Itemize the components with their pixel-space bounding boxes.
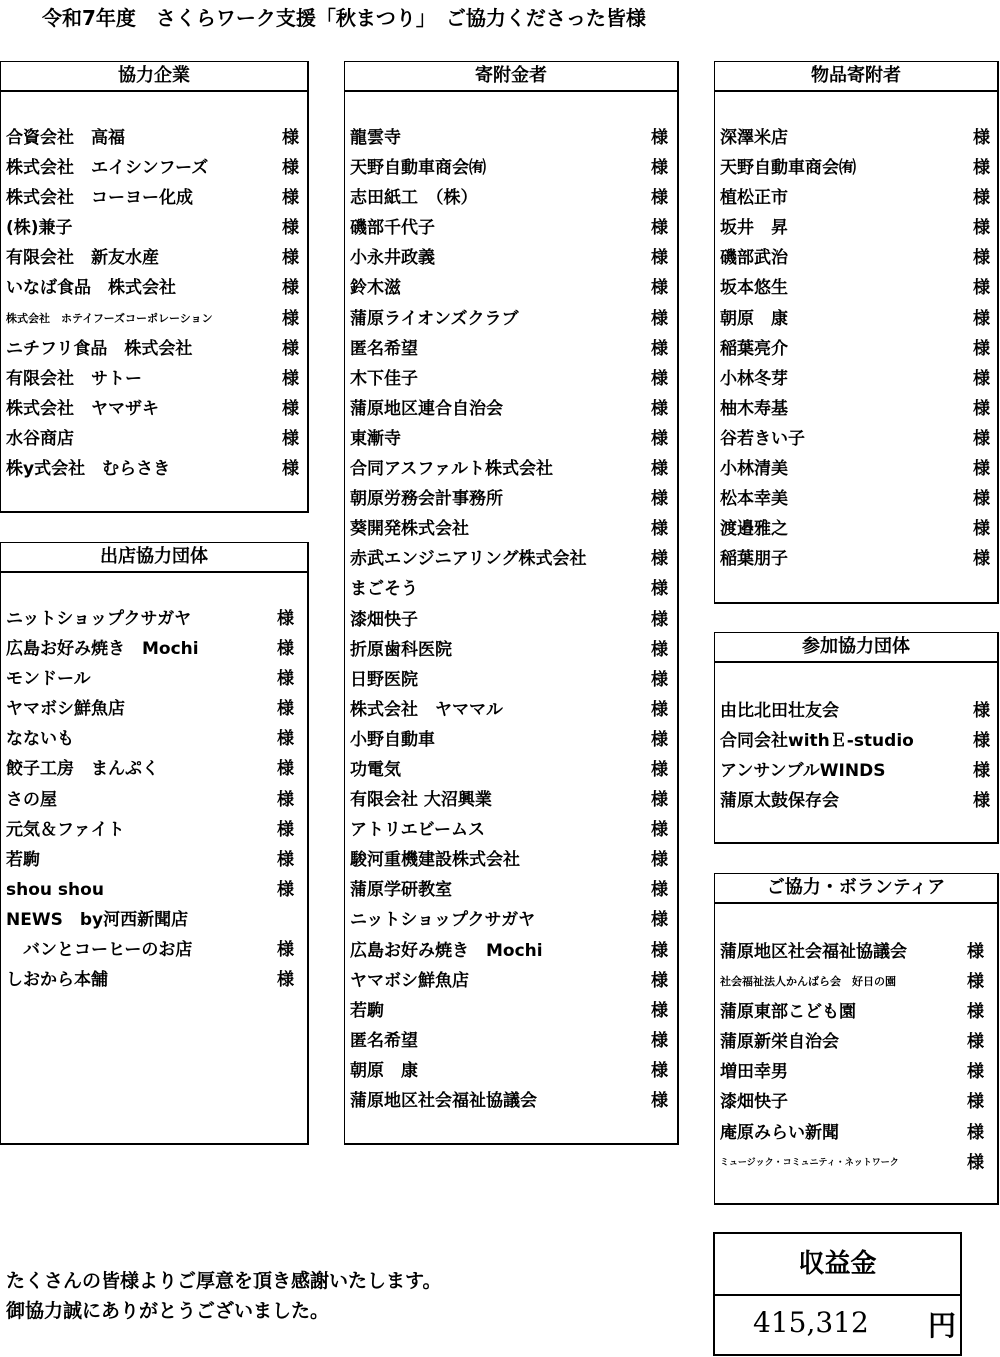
list-item-name: 合資会社 高福 — [6, 128, 125, 148]
list-item-name: 匿名希望 — [350, 1030, 418, 1051]
honorific-label: 様 — [973, 701, 990, 721]
list-item-name: 植松正市 — [720, 188, 788, 209]
honorific-label: 様 — [277, 879, 294, 900]
honorific-label: 様 — [973, 218, 990, 239]
list-item — [715, 1148, 997, 1178]
list-item-name: 蒲原太鼓保存会 — [720, 791, 839, 812]
list-item — [715, 937, 997, 967]
list-item — [345, 966, 677, 996]
list-item-name: shou shou — [6, 879, 104, 900]
honorific-label: 様 — [651, 820, 668, 841]
list-item — [1, 334, 307, 364]
honorific-label: 様 — [277, 639, 294, 660]
honorific-label: 様 — [651, 1060, 668, 1081]
list-item — [345, 484, 677, 514]
kyoryoku-kigyo-panel — [0, 61, 309, 513]
list-item — [1, 304, 307, 334]
list-item-name: ミュージック・コミュニティ・ネットワーク — [720, 1157, 899, 1168]
honorific-label: 様 — [651, 308, 668, 329]
list-item-name: 小林冬芽 — [720, 368, 788, 389]
list-item — [715, 967, 997, 997]
list-item-name: 稲葉朋子 — [720, 549, 788, 570]
list-item — [345, 695, 677, 725]
list-item — [715, 364, 997, 394]
list-item-name: 蒲原学研教室 — [350, 880, 452, 901]
honorific-label: 様 — [277, 699, 294, 720]
list-item-name: 有限会社 新友水産 — [6, 248, 159, 269]
honorific-label: 様 — [651, 970, 668, 991]
honorific-label: 様 — [967, 1092, 984, 1113]
volunteer-panel — [714, 873, 999, 1205]
honorific-label: 様 — [967, 972, 984, 993]
honorific-label: 様 — [967, 1122, 984, 1143]
list-item — [1, 153, 307, 183]
list-item — [715, 334, 997, 364]
list-item-name: 有限会社 サトー — [6, 368, 142, 389]
list-item-name: 稲葉亮介 — [720, 338, 788, 359]
honorific-label: 様 — [651, 759, 668, 780]
honorific-label: 様 — [277, 940, 294, 961]
list-item-name: 庵原みらい新聞 — [720, 1122, 839, 1143]
list-item — [1, 905, 307, 935]
list-item-name: 株式会社 ホテイフーズコーポレーション — [6, 311, 213, 325]
list-item — [1, 965, 307, 995]
list-item-name: ヤマボシ鮮魚店 — [350, 970, 469, 991]
list-item-name: ニットショップクサガヤ — [6, 609, 192, 629]
list-item — [715, 454, 997, 484]
honorific-label: 様 — [651, 278, 668, 299]
list-item — [345, 454, 677, 484]
honorific-label: 様 — [651, 188, 668, 209]
honorific-label: 様 — [651, 940, 668, 961]
list-item — [715, 394, 997, 424]
honorific-label: 様 — [282, 308, 299, 329]
list-item — [345, 1086, 677, 1116]
honorific-label: 様 — [973, 549, 990, 570]
list-item-name: 増田幸男 — [720, 1062, 788, 1083]
list-item-name: 鈴木滋 — [350, 278, 401, 299]
list-item-name: 朝原労務会計事務所 — [350, 489, 503, 510]
list-item — [345, 243, 677, 273]
thanks-line-1: たくさんの皆様よりご厚意を頂き感謝いたします。 — [6, 1270, 442, 1292]
kifu-heading: 寄附金者 — [345, 62, 677, 92]
honorific-label: 様 — [282, 248, 299, 269]
list-item-name: 水谷商店 — [6, 428, 74, 449]
honorific-label: 様 — [282, 398, 299, 419]
honorific-label: 様 — [651, 639, 668, 660]
list-item — [715, 153, 997, 183]
honorific-label: 様 — [277, 819, 294, 840]
list-item — [715, 544, 997, 574]
list-item — [1, 845, 307, 875]
list-item-name: 合同会社withＥ-studio — [720, 731, 914, 752]
list-item — [1, 935, 307, 965]
list-item-name: 有限会社 大沼興業 — [350, 790, 492, 811]
list-item-name: 東漸寺 — [350, 428, 401, 449]
list-item — [1, 724, 307, 754]
list-item — [715, 997, 997, 1027]
list-item — [345, 815, 677, 845]
list-item-name: 若駒 — [6, 849, 40, 870]
list-item-name: 駿河重機建設株式会社 — [350, 850, 520, 871]
honorific-label: 様 — [967, 1152, 984, 1173]
list-item-name: 深澤米店 — [720, 128, 788, 148]
honorific-label: 様 — [651, 850, 668, 871]
list-item — [1, 183, 307, 213]
honorific-label: 様 — [973, 428, 990, 449]
list-item — [345, 605, 677, 635]
shutten-panel — [0, 542, 309, 1145]
list-item — [1, 664, 307, 694]
list-item — [1, 785, 307, 815]
list-item-name: 蒲原ライオンズクラブ — [350, 308, 519, 329]
honorific-label: 様 — [973, 761, 990, 782]
revenue-unit: 円 — [927, 1309, 956, 1342]
list-item — [345, 153, 677, 183]
list-item-name: モンドール — [6, 669, 91, 690]
list-item — [715, 304, 997, 334]
list-item — [345, 544, 677, 574]
list-item-name: 朝原 康 — [350, 1060, 418, 1081]
honorific-label: 様 — [973, 188, 990, 209]
list-item — [715, 1057, 997, 1087]
list-item-name: 餃子工房 まんぷく — [6, 759, 159, 780]
page-title: 令和7年度 さくらワーク支援「秋まつり」 ご協力くださった皆様 — [42, 6, 646, 30]
revenue-box — [713, 1232, 962, 1356]
honorific-label: 様 — [282, 459, 299, 480]
list-item-name: 由比北田壮友会 — [720, 701, 839, 721]
list-item-name: 元気＆ファイト — [6, 819, 125, 840]
honorific-label: 様 — [282, 188, 299, 209]
honorific-label: 様 — [973, 248, 990, 269]
list-item — [1, 815, 307, 845]
list-item-name: 赤武エンジニアリング株式会社 — [350, 549, 587, 570]
list-item-name: 蒲原地区社会福祉協議会 — [350, 1091, 537, 1111]
honorific-label: 様 — [277, 970, 294, 991]
honorific-label: 様 — [973, 459, 990, 480]
list-item-name: 小永井政義 — [350, 248, 435, 269]
list-item-name: バンとコーヒーのお店 — [6, 940, 193, 961]
honorific-label: 様 — [277, 789, 294, 810]
honorific-label: 様 — [651, 158, 668, 179]
honorific-label: 様 — [967, 1002, 984, 1023]
honorific-label: 様 — [282, 428, 299, 449]
list-item — [1, 754, 307, 784]
honorific-label: 様 — [973, 398, 990, 419]
list-item — [1, 364, 307, 394]
list-item — [1, 634, 307, 664]
list-item — [345, 424, 677, 454]
list-item — [715, 1027, 997, 1057]
list-item-name: 天野自動車商会㈲ — [720, 158, 856, 179]
list-item — [715, 696, 997, 726]
list-item — [345, 1056, 677, 1086]
honorific-label: 様 — [973, 731, 990, 752]
list-item — [715, 484, 997, 514]
honorific-label: 様 — [651, 729, 668, 750]
list-item-name: 株式会社 ヤママル — [350, 699, 503, 720]
thanks-line-2: 御協力誠にありがとうございました。 — [6, 1300, 330, 1322]
list-item — [715, 424, 997, 454]
list-item-name: アトリエビームス — [350, 820, 485, 841]
honorific-label: 様 — [651, 579, 668, 600]
list-item-name: 株式会社 コーヨー化成 — [6, 188, 193, 209]
honorific-label: 様 — [282, 128, 299, 148]
buppin-heading: 物品寄附者 — [715, 62, 997, 92]
list-item-name: 渡邉雅之 — [720, 519, 788, 540]
list-item-name: 社会福祉法人かんばら会 好日の園 — [720, 975, 896, 989]
list-item-name: 広島お好み焼き Mochi — [6, 639, 199, 660]
honorific-label: 様 — [277, 759, 294, 780]
honorific-label: 様 — [973, 791, 990, 812]
list-item — [345, 304, 677, 334]
honorific-label: 様 — [651, 428, 668, 449]
list-item-name: 若駒 — [350, 1000, 384, 1021]
honorific-label: 様 — [973, 368, 990, 389]
list-item-name: 木下佳子 — [350, 368, 418, 389]
honorific-label: 様 — [973, 338, 990, 359]
thanks-message — [6, 1266, 441, 1326]
list-item — [1, 273, 307, 303]
honorific-label: 様 — [651, 1091, 668, 1111]
list-item — [345, 273, 677, 303]
list-item-name: ニチフリ食品 株式会社 — [6, 338, 193, 359]
buppin-panel — [714, 61, 999, 604]
list-item — [715, 1087, 997, 1117]
list-item-name: しおから本舗 — [6, 970, 108, 991]
shutten-list — [1, 604, 307, 995]
list-item-name: 小林清美 — [720, 459, 788, 480]
honorific-label: 様 — [651, 1030, 668, 1051]
list-item-name: まごそう — [350, 579, 418, 600]
list-item-name: 磯部武治 — [720, 248, 788, 269]
honorific-label: 様 — [651, 549, 668, 570]
list-item-name: 龍雲寺 — [350, 128, 401, 148]
kifu-list — [345, 123, 677, 1116]
list-item-name: 坂井 昇 — [720, 218, 788, 239]
honorific-label: 様 — [282, 278, 299, 299]
list-item — [345, 574, 677, 604]
list-item-name: 志田紙工 （株） — [350, 188, 478, 209]
list-item-name: 株式会社 ヤマザキ — [6, 398, 159, 419]
list-item — [345, 785, 677, 815]
list-item-name: 蒲原地区社会福祉協議会 — [720, 942, 907, 962]
honorific-label: 様 — [651, 669, 668, 690]
list-item-name: 蒲原新栄自治会 — [720, 1032, 839, 1053]
list-item-name: いなば食品 株式会社 — [6, 278, 176, 299]
list-item — [345, 665, 677, 695]
list-item — [1, 123, 307, 153]
kyoryoku-kigyo-heading: 協力企業 — [1, 62, 307, 92]
honorific-label: 様 — [651, 519, 668, 540]
kyoryoku-kigyo-list — [1, 123, 307, 484]
list-item — [715, 243, 997, 273]
honorific-label: 様 — [651, 128, 668, 148]
list-item-name: 小野自動車 — [350, 729, 435, 750]
list-item-name: なないも — [6, 729, 74, 750]
honorific-label: 様 — [651, 368, 668, 389]
honorific-label: 様 — [973, 158, 990, 179]
revenue-amount: 415,312 — [753, 1306, 869, 1339]
honorific-label: 様 — [651, 1000, 668, 1021]
list-item — [345, 635, 677, 665]
list-item — [715, 786, 997, 816]
honorific-label: 様 — [651, 880, 668, 901]
honorific-label: 様 — [973, 489, 990, 510]
volunteer-heading: ご協力・ボランティア — [715, 874, 997, 904]
list-item-name: 漆畑快子 — [350, 609, 418, 630]
volunteer-list — [715, 937, 997, 1178]
list-item — [345, 996, 677, 1026]
list-item — [345, 755, 677, 785]
list-item-name: さの屋 — [6, 789, 57, 810]
list-item — [345, 936, 677, 966]
list-item — [345, 364, 677, 394]
list-item-name: (株)兼子 — [6, 218, 73, 239]
list-item — [345, 514, 677, 544]
list-item-name: アンサンブルWINDS — [720, 761, 886, 782]
list-item — [1, 213, 307, 243]
honorific-label: 様 — [651, 338, 668, 359]
honorific-label: 様 — [973, 128, 990, 148]
list-item — [345, 875, 677, 905]
revenue-label: 収益金 — [715, 1234, 960, 1296]
list-item — [715, 1118, 997, 1148]
list-item-name: 坂本悠生 — [720, 278, 788, 299]
honorific-label: 様 — [651, 699, 668, 720]
sanka-heading: 参加協力団体 — [715, 633, 997, 663]
sanka-panel — [714, 632, 999, 844]
honorific-label: 様 — [282, 218, 299, 239]
list-item-name: 功電気 — [350, 759, 401, 780]
honorific-label: 様 — [651, 218, 668, 239]
list-item-name: ヤマボシ鮮魚店 — [6, 699, 125, 720]
list-item — [1, 394, 307, 424]
list-item — [1, 454, 307, 484]
list-item — [345, 213, 677, 243]
list-item-name: 葵開発株式会社 — [350, 519, 469, 540]
honorific-label: 様 — [282, 158, 299, 179]
list-item-name: 株式会社 エイシンフーズ — [6, 158, 209, 179]
list-item — [1, 424, 307, 454]
honorific-label: 様 — [277, 609, 294, 629]
list-item — [715, 183, 997, 213]
list-item — [345, 123, 677, 153]
sanka-list — [715, 696, 997, 816]
honorific-label: 様 — [651, 609, 668, 630]
kifu-panel — [344, 61, 679, 1145]
list-item-name: 折原歯科医院 — [350, 639, 452, 660]
list-item — [345, 725, 677, 755]
list-item — [345, 905, 677, 935]
honorific-label: 様 — [651, 910, 668, 931]
list-item — [345, 183, 677, 213]
list-item — [1, 875, 307, 905]
list-item-name: 広島お好み焼き Mochi — [350, 940, 543, 961]
list-item — [715, 213, 997, 243]
list-item — [715, 726, 997, 756]
honorific-label: 様 — [967, 1062, 984, 1083]
honorific-label: 様 — [651, 248, 668, 269]
list-item-name: 天野自動車商会㈲ — [350, 158, 486, 179]
honorific-label: 様 — [277, 729, 294, 750]
list-item — [715, 514, 997, 544]
list-item — [1, 243, 307, 273]
honorific-label: 様 — [967, 1032, 984, 1053]
honorific-label: 様 — [277, 669, 294, 690]
list-item-name: 谷若きい子 — [720, 428, 805, 449]
list-item — [715, 273, 997, 303]
list-item-name: 磯部千代子 — [350, 218, 435, 239]
honorific-label: 様 — [967, 942, 984, 962]
list-item — [345, 845, 677, 875]
list-item — [715, 756, 997, 786]
honorific-label: 様 — [651, 790, 668, 811]
list-item-name: 蒲原東部こども園 — [720, 1002, 856, 1023]
list-item-name: 蒲原地区連合自治会 — [350, 398, 503, 419]
list-item-name: 朝原 康 — [720, 308, 788, 329]
list-item-name: 日野医院 — [350, 669, 418, 690]
list-item-name: 匿名希望 — [350, 338, 418, 359]
list-item-name: 柚木寿基 — [720, 398, 788, 419]
list-item — [1, 604, 307, 634]
list-item-name: 株y式会社 むらさき — [6, 459, 171, 480]
buppin-list — [715, 123, 997, 574]
honorific-label: 様 — [282, 338, 299, 359]
honorific-label: 様 — [651, 489, 668, 510]
list-item — [1, 694, 307, 724]
honorific-label: 様 — [651, 398, 668, 419]
honorific-label: 様 — [277, 849, 294, 870]
list-item-name: 合同アスファルト株式会社 — [350, 459, 553, 480]
list-item-name: ニットショップクサガヤ — [350, 910, 536, 931]
honorific-label: 様 — [282, 368, 299, 389]
honorific-label: 様 — [973, 308, 990, 329]
list-item — [345, 1026, 677, 1056]
shutten-heading: 出店協力団体 — [1, 543, 307, 573]
list-item — [345, 334, 677, 364]
list-item — [715, 123, 997, 153]
list-item-name: NEWS by河西新聞店 — [6, 909, 189, 930]
list-item — [345, 394, 677, 424]
honorific-label: 様 — [973, 519, 990, 540]
list-item-name: 漆畑快子 — [720, 1092, 788, 1113]
honorific-label: 様 — [651, 459, 668, 480]
list-item-name: 松本幸美 — [720, 489, 788, 510]
honorific-label: 様 — [973, 278, 990, 299]
